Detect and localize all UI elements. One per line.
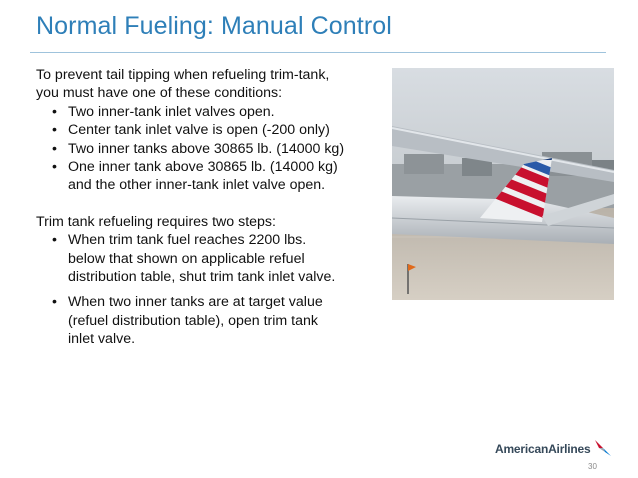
list-item-text: below that shown on applicable refuel (68, 250, 305, 267)
list-item-text: inlet valve. (68, 331, 136, 348)
list-item-text: Two inner tanks above 30865 lb. (14000 kg) (68, 140, 345, 157)
list-item (50, 158, 386, 195)
intro-line-1: To prevent tail tipping when refueling trim-tank, (36, 67, 330, 83)
slide-body (36, 66, 386, 349)
list-item (50, 103, 386, 121)
list-item-text: One inner tank above 30865 lb. (14000 kg) (68, 159, 338, 176)
list-item (50, 293, 386, 348)
page-number: 30 (588, 462, 597, 471)
title-divider (30, 52, 606, 53)
aircraft-tail-photo (392, 68, 614, 300)
list-item-text: and the other inner-tank inlet valve open. (68, 177, 326, 194)
trim-steps-list (50, 231, 386, 286)
logo-wordmark: AmericanAirlines (495, 442, 591, 456)
list-item-text: (refuel distribution table), open trim tank (68, 312, 318, 329)
list-item (50, 231, 386, 286)
american-airlines-logo (495, 438, 613, 458)
list-item (50, 121, 386, 139)
list-item (50, 140, 386, 158)
american-airlines-flight-symbol-icon (593, 438, 613, 458)
slide-title: Normal Fueling: Manual Control (36, 12, 392, 40)
list-item-text: Center tank inlet valve is open (-200 only) (68, 122, 330, 139)
list-item-text: Two inner-tank inlet valves open. (68, 103, 275, 120)
trim-heading: Trim tank refueling requires two steps: (36, 213, 276, 230)
intro-line-2: you must have one of these conditions: (36, 85, 283, 102)
trim-steps-list-2 (50, 293, 386, 348)
list-item-text: When two inner tanks are at target value (68, 294, 323, 311)
list-item-text: When trim tank fuel reaches 2200 lbs. (68, 232, 307, 249)
list-item-text: distribution table, shut trim tank inlet valve. (68, 269, 336, 286)
conditions-list (50, 103, 386, 195)
